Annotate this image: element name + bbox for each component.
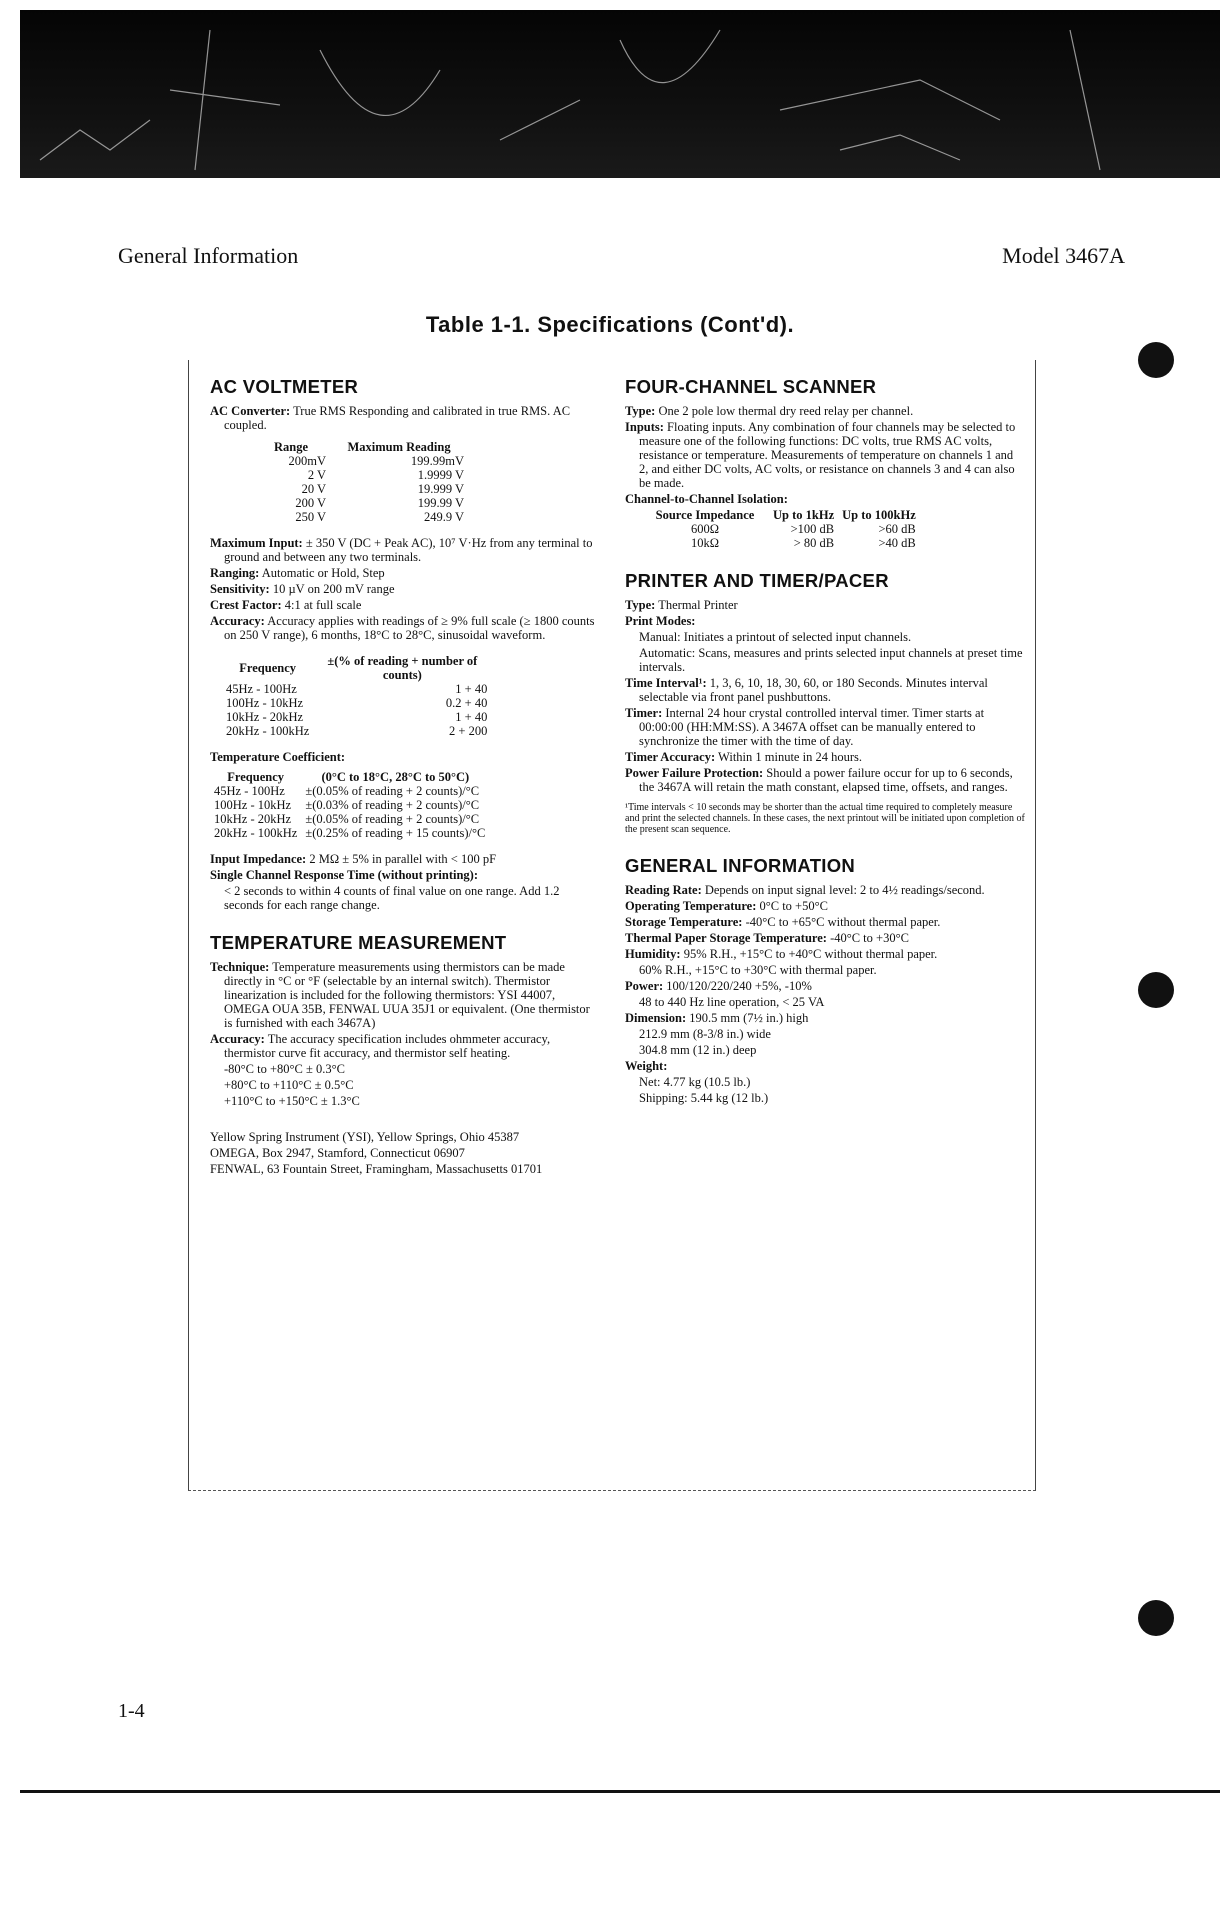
right-column	[625, 376, 1025, 1129]
table-row: 100Hz - 10kHz 0.2 + 40	[226, 696, 488, 710]
technique-entry: Technique: Temperature measurements using thermistors can be made directly in °C or °F (selectable by an internal switch). Thermistor linearization is included for the following thermistors: YSI 44007, OMEGA OUA 35B, FENWAL UUA 35J1 or equivalent. (One thermistor is furnished with each 3467A)	[210, 960, 590, 1030]
response-time-entry: Single Channel Response Time (without printing):	[210, 868, 478, 882]
dimension-entry: Dimension: 190.5 mm (7½ in.) high	[625, 1011, 809, 1025]
timer-accuracy-entry: Timer Accuracy: Within 1 minute in 24 hours.	[625, 750, 862, 764]
sensitivity-entry: Sensitivity: 10 µV on 200 mV range	[210, 582, 395, 596]
table-row: 20kHz - 100kHz ±(0.25% of reading + 15 counts)/°C	[214, 826, 486, 840]
power-entry: Power: 100/120/220/240 +5%, -10%	[625, 979, 812, 993]
temp-coefficient-table	[210, 770, 489, 840]
scanner-inputs-entry: Inputs: Floating inputs. Any combination of four channels may be selected to measure one of the following functions: DC volts, true RMS AC volts, resistance or temperature. Measurements of temperature on channels 1 and 2, and either DC volts, AC volts, or resistance on channels 3 and 4 can also be made.	[625, 420, 1016, 490]
power-failure-entry: Power Failure Protection: Should a power failure occur for up to 6 seconds, the 3467A will retain the math constant, elapsed time, offsets, and ranges.	[625, 766, 1013, 794]
power-text-2: 48 to 440 Hz line operation, < 25 VA	[639, 995, 825, 1009]
table-row: 100Hz - 10kHz ±(0.03% of reading + 2 counts)/°C	[214, 798, 480, 812]
scan-noise-scratches	[20, 10, 1220, 178]
storage-temp-entry: Storage Temperature: -40°C to +65°C without thermal paper.	[625, 915, 941, 929]
table-row: 20kHz - 100kHz 2 + 200	[226, 724, 488, 738]
automatic-mode-text: Automatic: Scans, measures and prints selected input channels at preset time intervals.	[639, 646, 1023, 674]
dimension-row: 304.8 mm (12 in.) deep	[639, 1043, 757, 1057]
table-header-row	[222, 654, 491, 682]
response-time-text: < 2 seconds to within 4 counts of final value on one range. Add 1.2 seconds for each range change.	[224, 884, 560, 912]
isolation-table	[641, 508, 920, 550]
bottom-scan-edge	[20, 1790, 1220, 1793]
scanner-type-entry: Type: One 2 pole low thermal dry reed relay per channel.	[625, 404, 914, 418]
table-row: 200 V 199.99 V	[295, 496, 464, 510]
ac-voltmeter-heading: AC VOLTMETER	[210, 376, 359, 397]
temp-coefficient-title: Temperature Coefficient:	[210, 750, 346, 764]
humidity-text-2: 60% R.H., +15°C to +30°C with thermal paper.	[639, 963, 877, 977]
scanner-section	[625, 376, 1025, 550]
table-row: 250 V 249.9 V	[295, 510, 464, 524]
table-header-row	[210, 770, 489, 784]
table-row: 20 V 19.999 V	[301, 482, 464, 496]
ac-voltmeter-section	[210, 376, 600, 912]
accuracy-entry: Accuracy: Accuracy applies with readings of ≥ 9% full scale (≥ 1800 counts on 250 V range), 6 months, 18°C to 28°C, sinusoidal waveform.	[210, 614, 595, 642]
punch-hole-top	[1138, 342, 1174, 378]
reference-item: FENWAL, 63 Fountain Street, Framingham, Massachusetts 01701	[210, 1162, 543, 1176]
frequency-header: Frequency	[239, 661, 297, 675]
input-impedance-entry: Input Impedance: 2 MΩ ± 5% in parallel with < 100 pF	[210, 852, 497, 866]
crest-factor-entry: Crest Factor: 4:1 at full scale	[210, 598, 362, 612]
table-title: Table 1-1. Specifications (Cont'd).	[425, 312, 795, 337]
isolation-entry: Channel-to-Channel Isolation:	[625, 492, 788, 506]
general-section	[625, 855, 1025, 1105]
temp-accuracy-row: -80°C to +80°C ± 0.3°C	[224, 1062, 345, 1076]
time-interval-footnote: ¹Time intervals < 10 seconds may be shorter than the actual time required to completely measure and print the selected channels. In these cases, the next printout will be initiated upon completion of the present scan sequence.	[625, 802, 1025, 835]
tc-frequency-header: Frequency	[227, 770, 285, 784]
max-input-entry: Maximum Input: ± 350 V (DC + Peak AC), 10⁷ V·Hz from any terminal to ground and between any two terminals.	[210, 536, 593, 564]
table-row: 10kHz - 20kHz 1 + 40	[226, 710, 488, 724]
table-row: 600Ω >100 dB >60 dB	[690, 522, 916, 536]
range-header: Range	[273, 440, 309, 454]
table-row: 200mV 199.99mV	[288, 454, 464, 468]
max-reading-header: Maximum Reading	[347, 440, 451, 454]
reading-rate-entry: Reading Rate: Depends on input signal level: 2 to 4½ readings/second.	[625, 883, 985, 897]
header-section-title: General Information	[118, 243, 299, 268]
temp-accuracy-row: +110°C to +150°C ± 1.3°C	[224, 1094, 360, 1108]
printer-heading: PRINTER AND TIMER/PACER	[625, 570, 889, 591]
printer-type-entry: Type: Thermal Printer	[625, 598, 738, 612]
ac-range-table	[252, 440, 468, 524]
table-row: 10kHz - 20kHz ±(0.05% of reading + 2 counts)/°C	[214, 812, 480, 826]
ac-accuracy-table	[222, 654, 491, 738]
table-row: 45Hz - 100Hz ±(0.05% of reading + 2 counts)/°C	[214, 784, 480, 798]
time-interval-entry: Time Interval¹: 1, 3, 6, 10, 18, 30, 60, or 180 Seconds. Minutes interval selectable via front panel pushbuttons.	[625, 676, 988, 704]
accuracy-header: ±(% of reading + number of counts)	[327, 654, 478, 682]
punch-hole-middle	[1138, 972, 1174, 1008]
weight-entry: Weight:	[625, 1059, 668, 1073]
temperature-section	[210, 932, 600, 1176]
humidity-entry: Humidity: 95% R.H., +15°C to +40°C without thermal paper.	[625, 947, 938, 961]
temp-accuracy-entry: Accuracy: The accuracy specification includes ohmmeter accuracy, thermistor curve fit accuracy, and thermistor self heating.	[210, 1032, 551, 1060]
manual-mode-text: Manual: Initiates a printout of selected input channels.	[639, 630, 912, 644]
printer-section	[625, 570, 1025, 835]
ranging-entry: Ranging: Automatic or Hold, Step	[210, 566, 385, 580]
general-heading: GENERAL INFORMATION	[625, 855, 856, 876]
left-column	[210, 376, 600, 1200]
manufacturer-references	[210, 1130, 600, 1176]
scan-noise-band	[20, 10, 1220, 178]
weight-row: Net: 4.77 kg (10.5 lb.)	[639, 1075, 751, 1089]
weight-row: Shipping: 5.44 kg (12 lb.)	[639, 1091, 769, 1105]
table-row: 2 V 1.9999 V	[307, 468, 464, 482]
page-number: 1-4	[118, 1700, 145, 1722]
reference-item: Yellow Spring Instrument (YSI), Yellow Springs, Ohio 45387	[210, 1130, 520, 1144]
temperature-heading: TEMPERATURE MEASUREMENT	[210, 932, 507, 953]
tc-range-header: (0°C to 18°C, 28°C to 50°C)	[321, 770, 470, 784]
punch-hole-bottom	[1138, 1600, 1174, 1636]
reference-item: OMEGA, Box 2947, Stamford, Connecticut 06907	[210, 1146, 465, 1160]
operating-temp-entry: Operating Temperature: 0°C to +50°C	[625, 899, 828, 913]
header-model-number: Model 3467A	[1002, 243, 1125, 268]
timer-entry: Timer: Internal 24 hour crystal controlled interval timer. Timer starts at 00:00:00 (HH:MM:SS). A 3467A offset can be manually entered to synchronize the timer with the time of day.	[625, 706, 985, 748]
table-row: 45Hz - 100Hz 1 + 40	[226, 682, 488, 696]
dimension-row: 212.9 mm (8-3/8 in.) wide	[639, 1027, 771, 1041]
print-modes-entry: Print Modes:	[625, 614, 696, 628]
table-header-row	[252, 440, 468, 454]
ac-converter-entry: AC Converter: True RMS Responding and calibrated in true RMS. AC coupled.	[210, 404, 571, 432]
scanner-heading: FOUR-CHANNEL SCANNER	[625, 376, 877, 397]
temp-accuracy-row: +80°C to +110°C ± 0.5°C	[224, 1078, 354, 1092]
table-header-row: Source Impedance Up to 1kHz Up to 100kHz	[655, 508, 916, 522]
table-row: 10kΩ > 80 dB >40 dB	[690, 536, 916, 550]
paper-storage-entry: Thermal Paper Storage Temperature: -40°C to +30°C	[625, 931, 909, 945]
